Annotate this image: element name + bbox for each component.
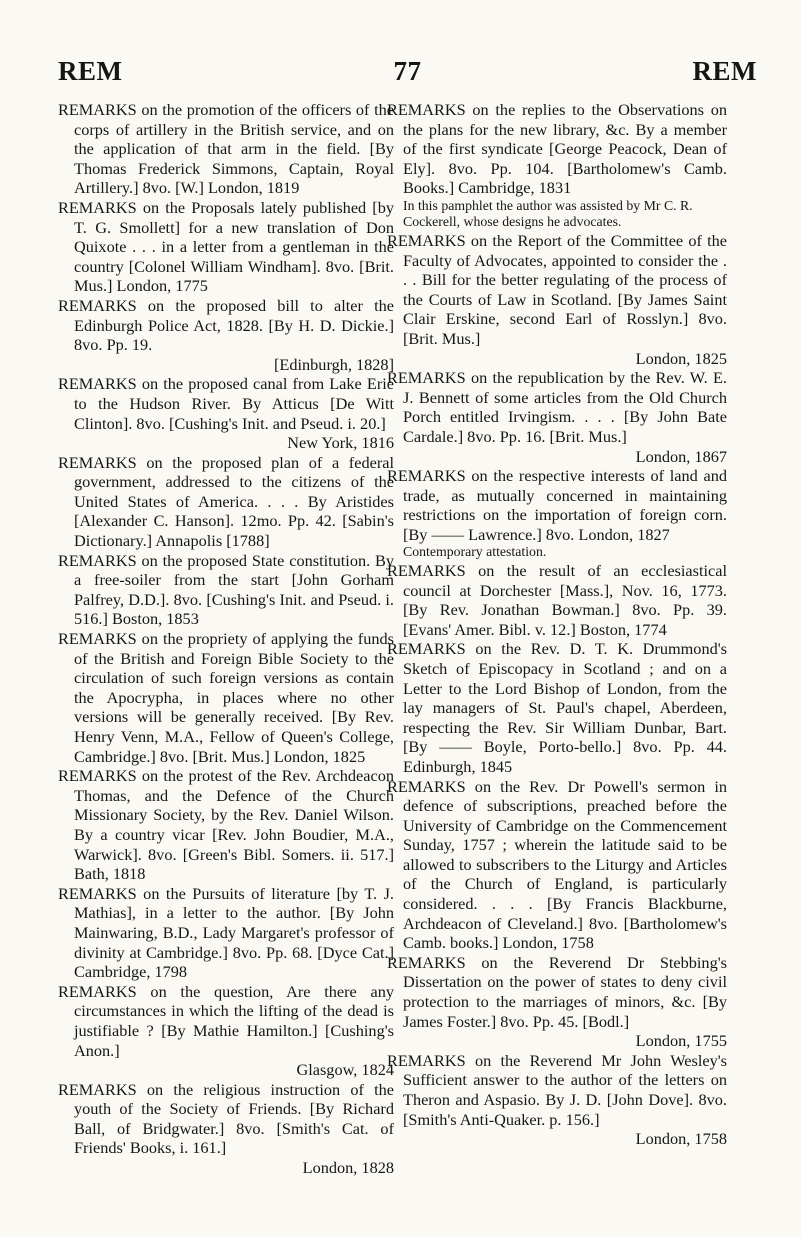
entry — [387, 1051, 727, 1149]
entry — [387, 466, 727, 561]
header-right-word: REM — [692, 56, 757, 86]
entry-text: REMARKS on the question, Are there any circumstances in which the lifting of the dead is justifiable ? [By Mathie Hamilton.] [Cushing's Anon.] — [58, 981, 394, 1060]
left-column — [58, 100, 394, 1178]
entry-text: REMARKS on the protest of the Rev. Archdeacon Thomas, and the Defence of the Church Missionary Society, by the Rev. Daniel Wilson. By a country vicar [Rev. John Boudier, M.A., Warwick]. 8vo. [Green's Bibl. Somers. ii. 517.] Bath, 1818 — [58, 766, 394, 884]
entry-text: REMARKS on the Proposals lately published [by T. G. Smollett] for a new translation of Don Quixote . . . in a letter from a gentleman in the country [Colonel William Windham]. 8vo. [Brit. Mus.] London, 1775 — [58, 197, 394, 296]
entry — [58, 374, 394, 452]
entry-text: REMARKS on the proposed State constitution. By a free-soiler from the start [John Gorham Palfrey, D.D.]. 8vo. [Cushing's Init. and Pseud. i. 516.] Boston, 1853 — [58, 550, 394, 629]
entry-text: REMARKS on the promotion of the officers of the corps of artillery in the British service, and on the application of that arm in the field. [By Thomas Frederick Simmons, Captain, Royal Artillery.] 8vo. [W.] London, 1819 — [58, 100, 394, 198]
entry-text: REMARKS on the Reverend Dr Stebbing's Dissertation on the power of states to deny civil protection to the marriages of minors, &c. [By James Foster.] 8vo. Pp. 45. [Bodl.] — [387, 952, 727, 1031]
entry — [58, 100, 394, 198]
entry-text: REMARKS on the Pursuits of literature [by T. J. Mathias], in a letter to the author. [By John Mainwaring, B.D., Lady Margaret's professor of divinity at Cambridge.] 8vo. Pp. 68. [Dyce Cat.] Cambridge, 1798 — [58, 883, 394, 982]
entry-text: REMARKS on the Report of the Committee of the Faculty of Advocates, appointed to consider the . . . Bill for the better regulating of the process of the Courts of Law in Scotland. [By James Saint Clair Erskine, second Earl of Rosslyn.] 8vo. [Brit. Mus.] — [387, 230, 727, 348]
entry — [387, 777, 727, 953]
entry-text: REMARKS on the Rev. D. T. K. Drummond's Sketch of Episcopacy in Scotland ; and on a Letter to the Lord Bishop of London, from the lay managers of St. Paul's chapel, Aberdeen, respecting the Rev. Sir William Dunbar, Bart. [By —— Boyle, Porto-bello.] 8vo. Pp. 44. Edinburgh, 1845 — [387, 639, 727, 776]
entry-text: REMARKS on the result of an ecclesiastical council at Dorchester [Mass.], Nov. 16, 1773. [By Rev. Jonathan Bowman.] 8vo. Pp. 39. [Evans' Amer. Bibl. v. 12.] Boston, 1774 — [387, 560, 727, 639]
entry — [387, 639, 727, 776]
entry-text: REMARKS on the proposed plan of a federal government, addressed to the citizens of the United States of America. . . . By Aristides [Alexander C. Hanson]. 12mo. Pp. 42. [Sabin's Dictionary.] Annapolis [1788] — [58, 452, 394, 551]
entry-text: REMARKS on the Rev. Dr Powell's sermon in defence of subscriptions, preached before the University of Cambridge on the Commencement Sunday, 1757 ; wherein the latitude said to be allowed to subscribers to the Liturgy and Articles of the Church of England, is particularly considered. . . . [By Francis Blackburne, Archdeacon of Cleveland.] 8vo. [Bartholomew's Camb. books.] London, 1758 — [387, 776, 727, 953]
entry-imprint: London, 1758 — [635, 1129, 727, 1149]
entry-imprint: London, 1755 — [635, 1031, 727, 1051]
entry — [58, 296, 394, 374]
entry — [387, 561, 727, 639]
entry-note: Contemporary attestation. — [403, 544, 547, 560]
entry-imprint: London, 1867 — [635, 446, 727, 466]
entry-imprint: London, 1825 — [635, 348, 727, 368]
entry-text: REMARKS on the proposed canal from Lake Erie to the Hudson River. By Atticus [De Witt Clinton]. 8vo. [Cushing's Init. and Pseud. i. 20.] — [58, 374, 394, 433]
entry — [387, 231, 727, 368]
entry — [58, 551, 394, 629]
entry-text: REMARKS on the religious instruction of the youth of the Society of Friends. [By Richard Ball, of Bridgwater.] 8vo. [Smith's Cat. of Friends' Books, i. 161.] — [58, 1079, 394, 1158]
entry-text: REMARKS on the propriety of applying the funds of the British and Foreign Bible Society to the circulation of such foreign versions as contain the Apocrypha, in places where no other versions will be generally received. [By Rev. Henry Venn, M.A., Fellow of Queen's College, Cambridge.] 8vo. [Brit. Mus.] London, 1825 — [58, 629, 394, 766]
entry — [387, 368, 727, 466]
entry-imprint: London, 1828 — [302, 1158, 394, 1178]
header-left-word: REM — [58, 56, 123, 86]
page-number: 77 — [393, 56, 422, 86]
entry — [387, 100, 727, 231]
entry — [58, 884, 394, 982]
entry-text: REMARKS on the respective interests of land and trade, as mutually concerned in maintaining restrictions on the importation of foreign corn. [By —— Lawrence.] 8vo. London, 1827 — [387, 466, 727, 544]
entry-note: In this pamphlet the author was assisted by Mr C. R. Cockerell, whose designs he advocates. — [403, 197, 693, 230]
entry — [58, 629, 394, 766]
running-header — [58, 56, 757, 88]
entry-imprint: Glasgow, 1824 — [296, 1060, 394, 1080]
entry — [58, 982, 394, 1080]
entry — [387, 953, 727, 1051]
right-column — [387, 100, 727, 1149]
entry-text: REMARKS on the proposed bill to alter the Edinburgh Police Act, 1828. [By H. D. Dickie.] 8vo. Pp. 19. — [58, 295, 394, 355]
entry-text: REMARKS on the replies to the Observations on the plans for the new library, &c. By a member of the first syndicate [George Peacock, Dean of Ely]. 8vo. Pp. 104. [Bartholomew's Camb. Books.] Cambridge, 1831 — [387, 100, 727, 198]
entry — [58, 198, 394, 296]
entry — [58, 1080, 394, 1178]
entry — [58, 766, 394, 884]
entry-imprint: New York, 1816 — [287, 433, 394, 453]
entry-text: REMARKS on the Reverend Mr John Wesley's Sufficient answer to the author of the letters on Theron and Aspasio. By J. D. [John Dove]. 8vo. [Smith's Anti-Quaker. p. 156.] — [387, 1050, 727, 1129]
entry — [58, 453, 394, 551]
entry-imprint: [Edinburgh, 1828] — [274, 354, 394, 374]
entry-text: REMARKS on the republication by the Rev. W. E. J. Bennett of some articles from the Old Church Porch entitled Irvingism. . . . [By John Bate Cardale.] 8vo. Pp. 16. [Brit. Mus.] — [387, 368, 727, 446]
